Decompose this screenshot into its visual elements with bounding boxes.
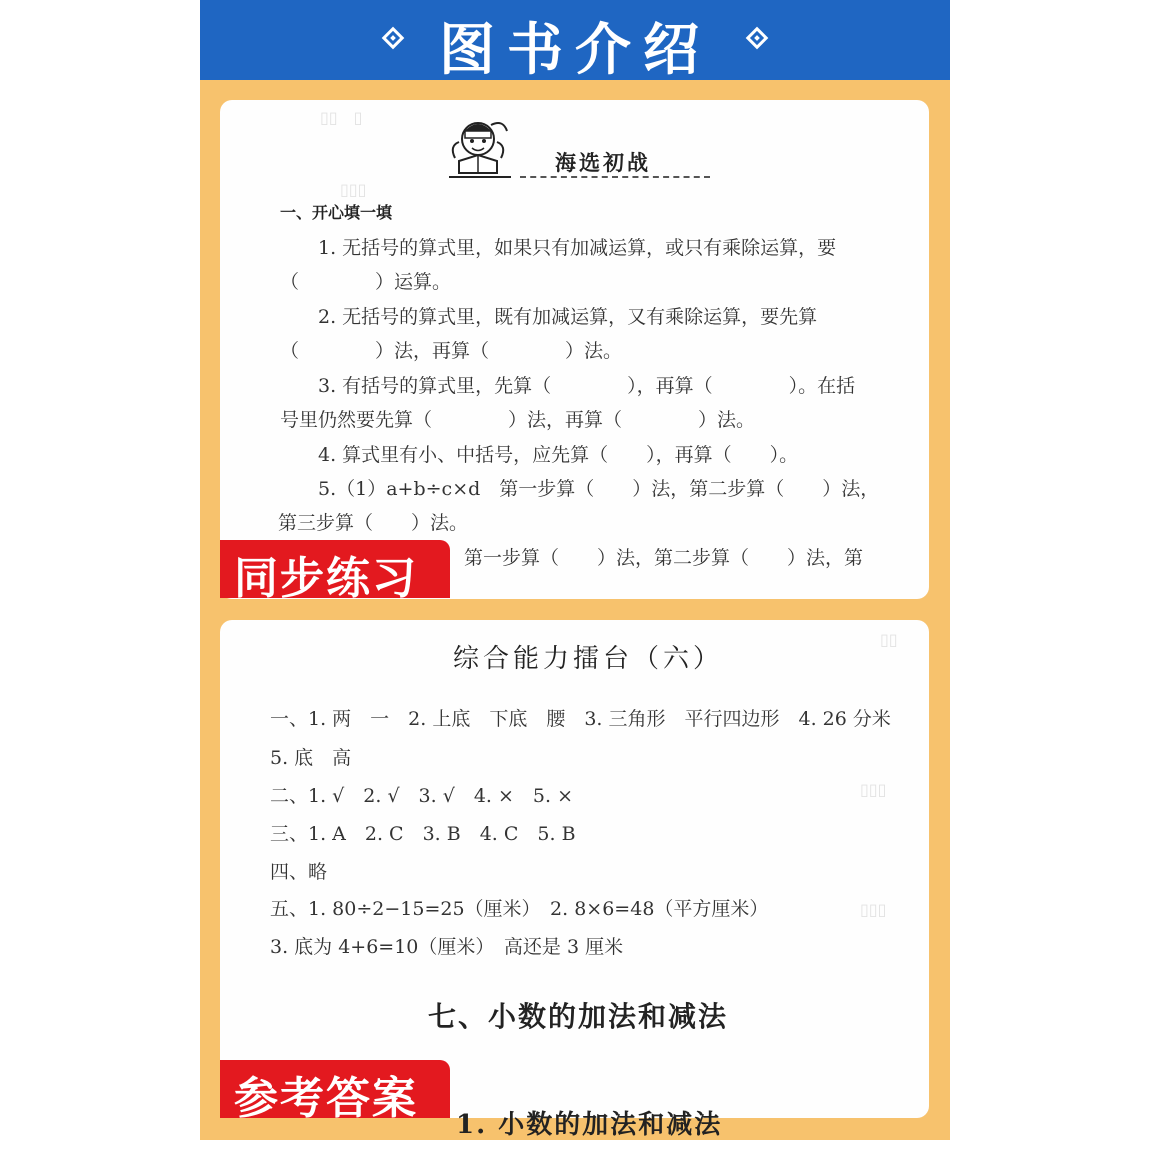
answer-line: 5. 底 高 [270, 747, 352, 769]
question-line: 2. 无括号的算式里，既有加减运算，又有乘除运算，要先算 [318, 306, 818, 328]
answers-tab-label [220, 1060, 450, 1124]
cut-off-title: 1. 小数的加法和减法 [456, 1110, 723, 1140]
header-title: 图书介绍 [439, 18, 711, 83]
section-decor-title: 海选初战 [555, 150, 651, 175]
reading-boy-icon [445, 113, 515, 183]
practice-tab-text: 同步练习 [234, 553, 418, 604]
chapter-title: 七、小数的加法和减法 [428, 1000, 729, 1033]
bleed-through-text: ▯▯ [880, 630, 898, 649]
question-line: 第三步算（ ）法。 [278, 512, 469, 534]
question-line: 4. 算式里有小、中括号，应先算（ ），再算（ ）。 [318, 444, 799, 466]
answer-line: 3. 底为 4+6=10（厘米） 高还是 3 厘米 [270, 936, 624, 958]
answer-line: 四、略 [270, 861, 328, 883]
question-line: 1. 无括号的算式里，如果只有加减运算，或只有乘除运算，要 [318, 237, 837, 259]
answer-line: 二、1. √ 2. √ 3. √ 4. × 5. × [270, 785, 573, 807]
answers-tab-text: 参考答案 [234, 1073, 418, 1124]
question-line: 3. 有括号的算式里，先算（ ），再算（ ）。在括 [318, 375, 856, 397]
poster-frame [200, 0, 950, 1140]
bleed-through-text: ▯▯▯ [860, 900, 887, 919]
practice-card [220, 100, 929, 604]
answers-card [220, 620, 929, 1140]
answer-line: 三、1. A 2. C 3. B 4. C 5. B [270, 823, 576, 845]
bleed-through-text: ▯▯ ▯ [320, 108, 363, 127]
question-line: 5.（1）a+b÷c×d 第一步算（ ）法，第二步算（ ）法， [318, 478, 880, 500]
header-banner [200, 0, 950, 83]
bleed-through-text: ▯▯▯ [860, 780, 887, 799]
decor-dashed-line [520, 176, 710, 178]
answer-line: 五、1. 80÷2−15=25（厘米） 2. 8×6=48（平方厘米） [270, 898, 769, 920]
question-line: （ ）法，再算（ ）法。 [280, 340, 623, 362]
question-line: 第一步算（ ）法，第二步算（ ）法，第 [464, 547, 864, 569]
answers-title: 综合能力擂台（六） [453, 644, 724, 674]
answer-line: 一、1. 两 一 2. 上底 下底 腰 3. 三角形 平行四边形 4. 26 分米 [270, 708, 891, 730]
question-line: （ ）运算。 [280, 271, 452, 293]
section-heading: 一、开心填一填 [280, 203, 393, 222]
practice-tab-label [220, 540, 450, 604]
bleed-through-text: ▯▯▯ [340, 180, 367, 199]
question-line: 号里仍然要先算（ ）法，再算（ ）法。 [280, 409, 756, 431]
